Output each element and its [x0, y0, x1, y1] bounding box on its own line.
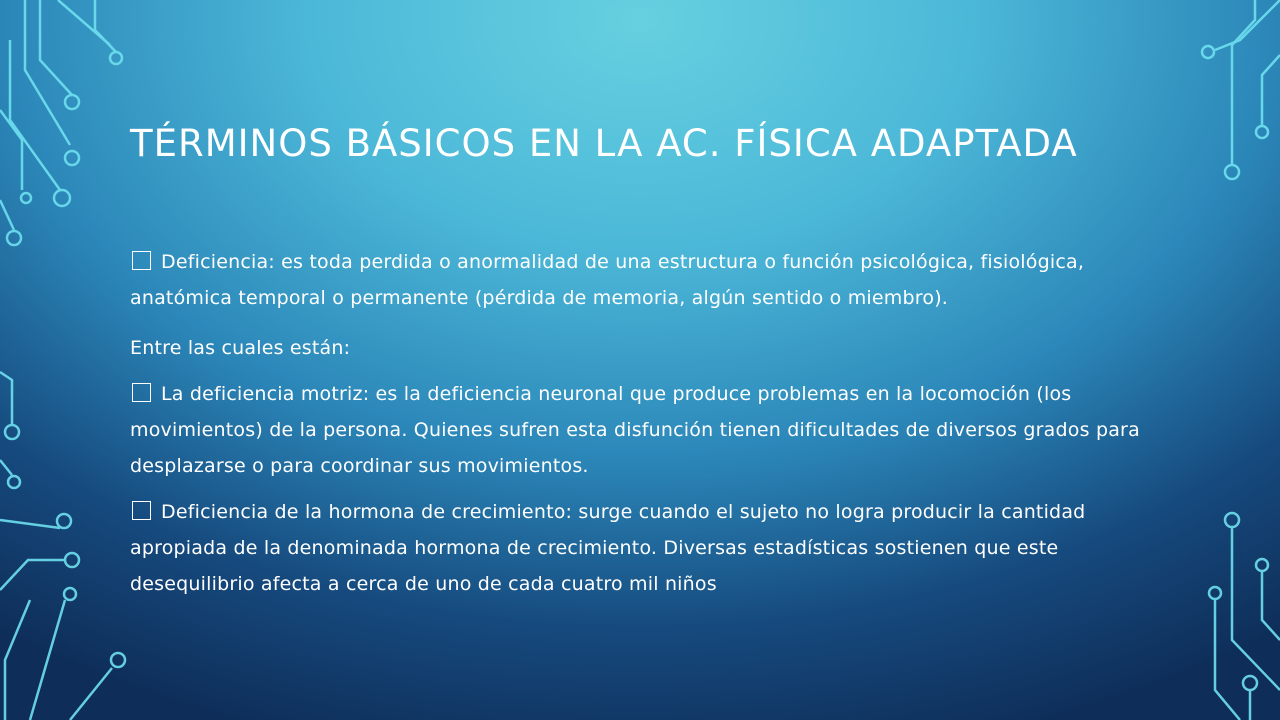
- circuit-node: [111, 653, 125, 667]
- circuit-line: [70, 668, 112, 720]
- checkbox-bullet-icon: [132, 383, 151, 402]
- circuit-node: [5, 425, 19, 439]
- circuit-line: [0, 460, 12, 475]
- circuit-line: [1262, 572, 1280, 640]
- circuit-line: [30, 600, 65, 720]
- circuit-line: [1232, 0, 1255, 165]
- slide-title: TÉRMINOS BÁSICOS EN LA AC. FÍSICA ADAPTADA: [130, 122, 1078, 165]
- circuit-node: [1256, 126, 1268, 138]
- checkbox-bullet-icon: [132, 501, 151, 520]
- circuit-line: [58, 0, 110, 45]
- circuit-line: [25, 0, 70, 145]
- slide-body: [130, 244, 1170, 616]
- circuit-node: [1243, 676, 1257, 690]
- circuit-line: [1262, 55, 1280, 125]
- paragraph-hormona-crecimiento: [130, 494, 1170, 602]
- circuit-node: [65, 553, 79, 567]
- circuit-node: [7, 231, 21, 245]
- circuit-node: [65, 151, 79, 165]
- circuit-node: [64, 588, 76, 600]
- circuit-line: [1215, 0, 1280, 50]
- circuit-line: [1232, 528, 1280, 690]
- paragraph-deficiencia: [130, 244, 1170, 316]
- paragraph-text: La deficiencia motriz: es la deficiencia neuronal que produce problemas en la locomoción (los movimientos) de la persona. Quienes sufren esta disfunción tienen dificultades de diversos grados para desplazarse o para coordinar sus movimientos.: [130, 383, 1140, 477]
- circuit-line: [95, 0, 116, 52]
- paragraph-text: Deficiencia: es toda perdida o anormalidad de una estructura o función psicológica, fisiológica, anatómica temporal o permanente (pérdida de memoria, algún sentido o miembro).: [130, 251, 1085, 309]
- circuit-node: [1256, 559, 1268, 571]
- circuit-line: [0, 520, 60, 528]
- circuit-line: [5, 600, 30, 720]
- circuit-node: [1225, 165, 1239, 179]
- circuit-node: [57, 514, 71, 528]
- paragraph-deficiencia-motriz: [130, 376, 1170, 484]
- circuit-node: [1209, 587, 1221, 599]
- checkbox-bullet-icon: [132, 251, 151, 270]
- circuit-line: [0, 372, 12, 425]
- circuit-node: [65, 95, 79, 109]
- circuit-node: [54, 190, 70, 206]
- paragraph-entre-las-cuales: [130, 330, 1170, 366]
- circuit-line: [1215, 600, 1240, 720]
- circuit-node: [1225, 513, 1239, 527]
- circuit-node: [8, 476, 20, 488]
- paragraph-text: Entre las cuales están:: [130, 337, 351, 359]
- circuit-node: [110, 52, 122, 64]
- paragraph-text: Deficiencia de la hormona de crecimiento: surge cuando el sujeto no logra producir la cantidad apropiada de la denominada hormona de crecimiento. Diversas estadísticas sostienen que este desequilibrio afecta a cerca de uno de cada cuatro mil niños: [130, 501, 1086, 595]
- circuit-line: [0, 200, 14, 230]
- circuit-line: [0, 560, 65, 590]
- circuit-line: [40, 0, 72, 95]
- circuit-node: [21, 193, 31, 203]
- circuit-node: [1202, 46, 1214, 58]
